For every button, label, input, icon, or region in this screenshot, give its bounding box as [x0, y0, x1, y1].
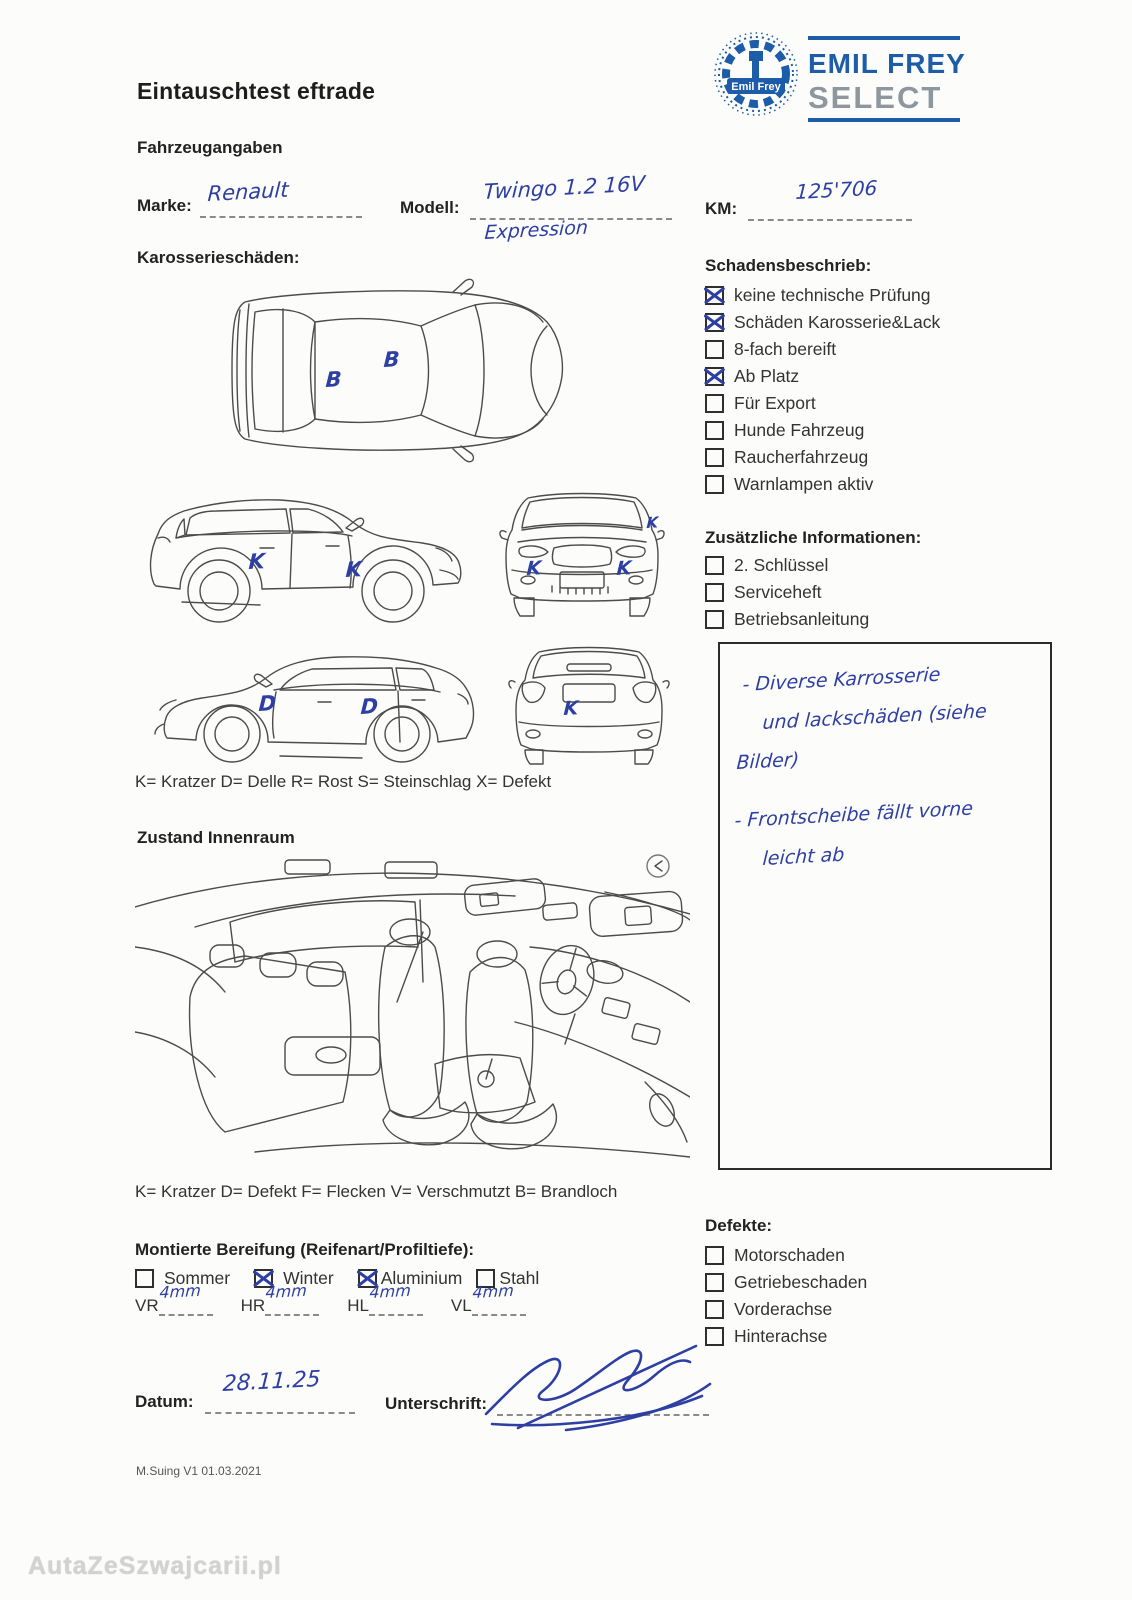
tire-option: Stahl	[476, 1268, 539, 1289]
watermark: AutaZeSzwajcarii.pl	[28, 1552, 282, 1580]
modell-value-line2: Expression	[484, 216, 589, 244]
logo-graphic	[710, 26, 965, 128]
marke-value: Renault	[207, 177, 290, 206]
damage-mark: D	[360, 693, 379, 719]
km-label: KM:	[705, 199, 738, 218]
schadensbeschrieb-list	[705, 282, 940, 498]
checklist-item: Ab Platz	[705, 363, 940, 390]
checkbox	[135, 1269, 154, 1288]
zusatz-title: Zusätzliche Informationen:	[705, 528, 922, 547]
note-line: und lackschäden (siehe	[762, 700, 988, 734]
car-front-view-diagram	[498, 478, 666, 628]
checkbox	[705, 394, 724, 413]
checkbox	[705, 556, 724, 575]
signature	[478, 1332, 723, 1442]
car-rear-view-diagram	[505, 638, 673, 768]
checklist-item: Motorschaden	[705, 1242, 867, 1269]
damage-mark: K	[345, 557, 363, 582]
checkbox	[705, 1300, 724, 1319]
checklist-item: Schäden Karosserie&Lack	[705, 309, 940, 336]
tread-depth-field: VL 4mm	[451, 1296, 526, 1316]
note-line: Bilder)	[736, 748, 800, 774]
marke-label: Marke:	[137, 196, 192, 215]
damage-mark: D	[258, 690, 277, 716]
km-value: 125'706	[795, 175, 879, 204]
interior-section-title: Zustand Innenraum	[137, 828, 295, 847]
form-version-footer: M.Suing V1 01.03.2021	[136, 1464, 262, 1478]
checklist-item: 8-fach bereift	[705, 336, 940, 363]
checkbox	[705, 583, 724, 602]
logo-line1: EMIL FREY	[808, 48, 965, 79]
checkbox	[705, 1273, 724, 1292]
defects-title: Defekte:	[705, 1216, 773, 1235]
checklist-item: Getriebeschaden	[705, 1269, 867, 1296]
checkbox	[705, 448, 724, 467]
checklist-item: Raucherfahrzeug	[705, 444, 940, 471]
note-line: leicht ab	[762, 843, 845, 870]
depth-line: 4mm	[369, 1296, 423, 1316]
km-field-line	[748, 199, 912, 221]
checkbox	[705, 286, 724, 305]
logo-emblem-text: Emil Frey	[731, 81, 781, 93]
checklist-item: Hunde Fahrzeug	[705, 417, 940, 444]
checklist-item: keine technische Prüfung	[705, 282, 940, 309]
checkbox	[705, 475, 724, 494]
damage-mark: K	[526, 557, 542, 580]
checklist-item: Hinterachse	[705, 1323, 867, 1350]
interior-legend: K= Kratzer D= Defekt F= Flecken V= Verschmutzt B= Brandloch	[135, 1182, 618, 1201]
tire-option: Winter	[254, 1268, 334, 1289]
damage-mark: K	[646, 513, 659, 532]
depth-line: 4mm	[159, 1296, 213, 1316]
damage-mark: K	[248, 549, 266, 574]
checkbox	[705, 367, 724, 386]
tread-depths	[135, 1280, 554, 1316]
tread-depth-field: HR 4mm	[241, 1296, 320, 1316]
checklist-item: Warnlampen aktiv	[705, 471, 940, 498]
checklist-item: Betriebsanleitung	[705, 606, 869, 633]
schadensbeschrieb-title: Schadensbeschrieb:	[705, 256, 872, 275]
emil-frey-select-logo	[710, 26, 965, 128]
tire-option: Aluminium	[358, 1268, 463, 1289]
unterschrift-label: Unterschrift:	[385, 1394, 488, 1413]
zusatz-list	[705, 552, 869, 633]
vehicle-section-title: Fahrzeugangaben	[137, 138, 283, 157]
body-damage-title: Karosserieschäden:	[137, 248, 300, 267]
car-interior-diagram	[135, 852, 690, 1162]
damage-mark: K	[616, 557, 632, 580]
checkbox	[705, 340, 724, 359]
checklist-item: 2. Schlüssel	[705, 552, 869, 579]
checklist-item: Vorderachse	[705, 1296, 867, 1323]
damage-mark: K	[563, 697, 579, 720]
handwritten-notes-box	[718, 642, 1052, 1170]
page-title: Eintauschtest eftrade	[137, 78, 376, 104]
datum-value: 28.11.25	[222, 1366, 322, 1397]
tread-depth-field: VR 4mm	[135, 1296, 213, 1316]
depth-line: 4mm	[472, 1296, 526, 1316]
defects-list	[705, 1242, 867, 1350]
checkbox	[705, 1246, 724, 1265]
datum-label: Datum:	[135, 1392, 194, 1411]
checklist-item: Serviceheft	[705, 579, 869, 606]
car-side-right-diagram	[140, 478, 470, 630]
tread-depth-field: HL 4mm	[347, 1296, 423, 1316]
checkbox	[705, 610, 724, 629]
car-side-left-diagram	[140, 638, 485, 768]
checkbox	[705, 313, 724, 332]
note-line: - Diverse Karrosserie	[742, 663, 942, 696]
tire-option: Sommer	[135, 1268, 230, 1289]
checklist-item: Für Export	[705, 390, 940, 417]
body-damage-legend: K= Kratzer D= Delle R= Rost S= Steinschlag X= Defekt	[135, 772, 552, 791]
damage-mark: B	[383, 347, 401, 372]
logo-line2: SELECT	[808, 80, 943, 115]
damage-mark: B	[325, 367, 343, 392]
modell-value: Twingo 1.2 16V	[483, 171, 646, 204]
checkbox	[705, 421, 724, 440]
car-top-view-diagram	[225, 278, 570, 463]
modell-label: Modell:	[400, 198, 460, 217]
tires-title: Montierte Bereifung (Reifenart/Profiltiefe):	[135, 1240, 475, 1259]
note-line: - Frontscheibe fällt vorne	[734, 797, 974, 832]
depth-line: 4mm	[265, 1296, 319, 1316]
